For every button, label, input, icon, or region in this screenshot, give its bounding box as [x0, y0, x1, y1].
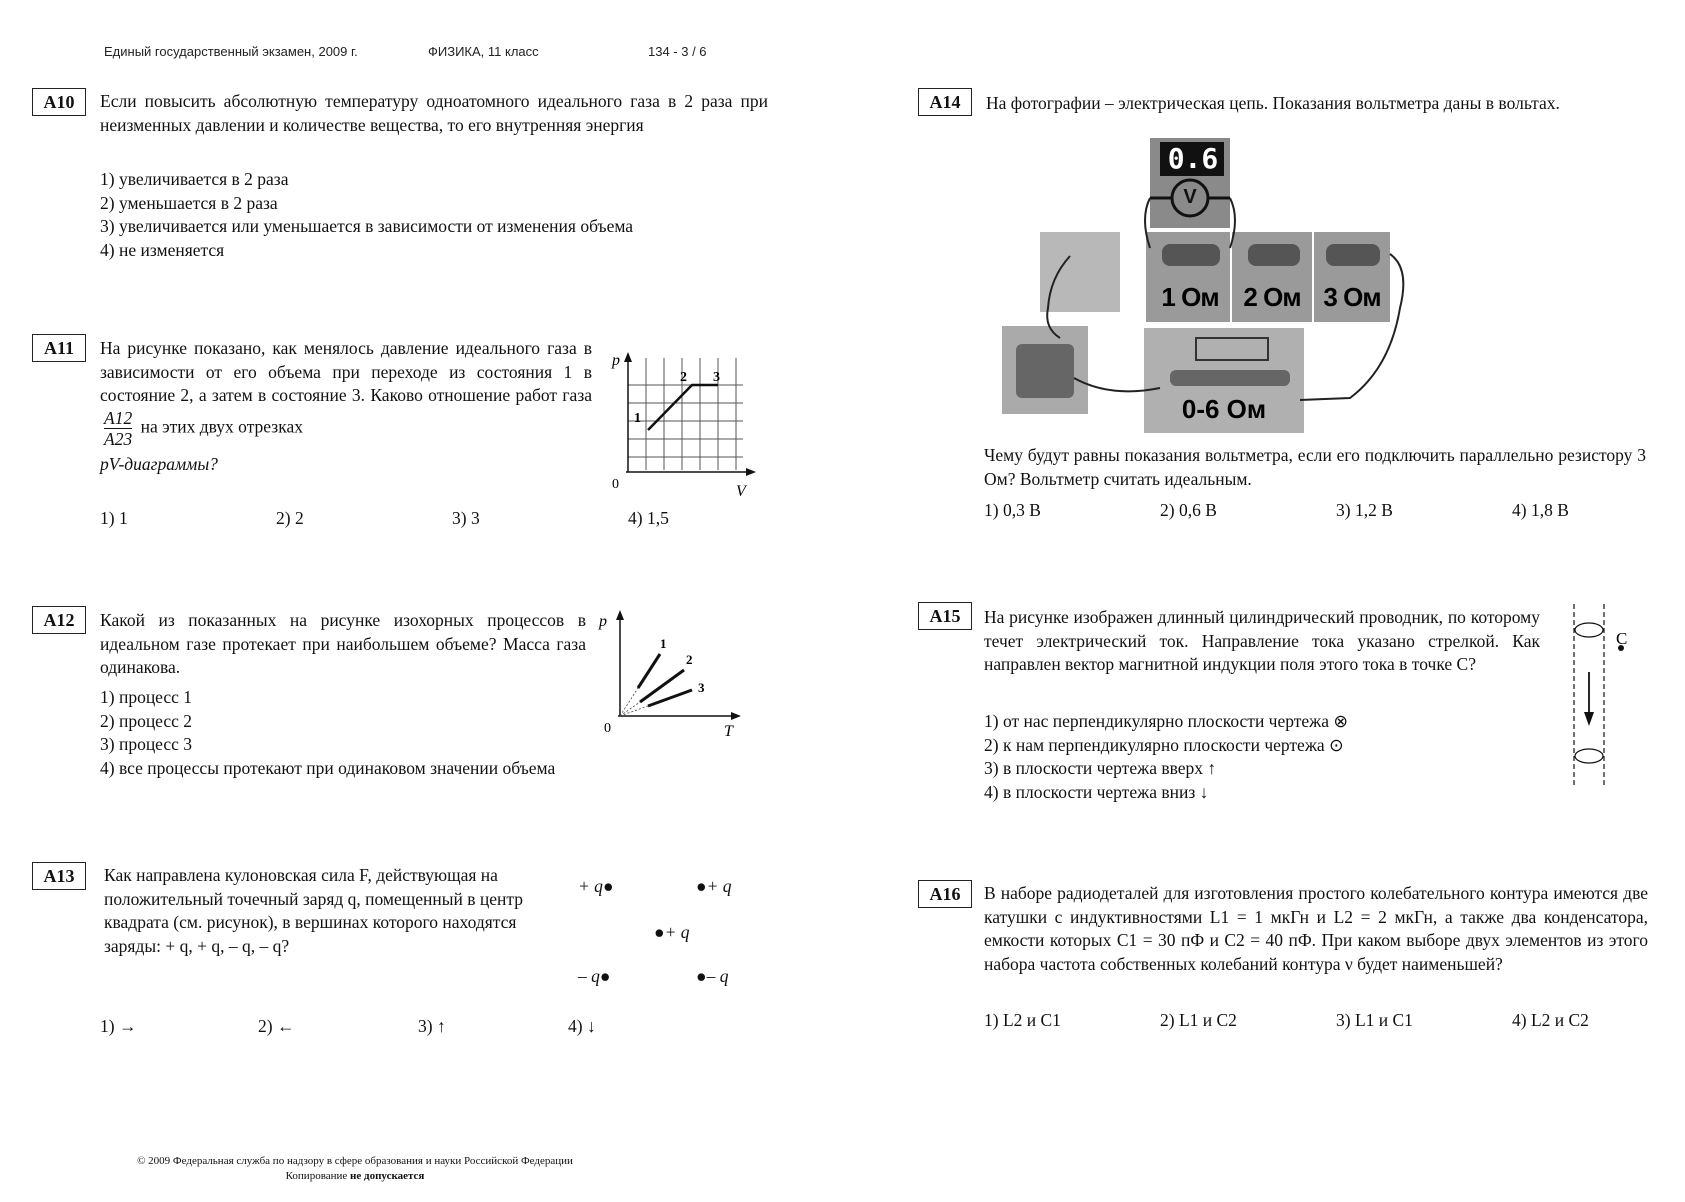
option[interactable]: 3) процесс 3: [100, 734, 193, 754]
options-a15: [984, 710, 1348, 804]
charge-bottom-left: – q●: [578, 966, 611, 986]
footer-copyright: © 2009 Федеральная служба по надзору в сфере образования и науки Российской Федерации: [137, 1155, 573, 1167]
option[interactable]: 4) L2 и C2: [1512, 1010, 1589, 1030]
pt-diagram: [598, 606, 748, 741]
options-a16: [984, 1010, 1589, 1031]
svg-text:T: T: [724, 723, 733, 740]
option[interactable]: 2) 2: [276, 508, 304, 528]
option[interactable]: 2) уменьшается в 2 раза: [100, 192, 278, 213]
voltmeter-symbol: V: [1183, 186, 1197, 208]
option[interactable]: 3) в плоскости чертежа вверх ↑: [984, 758, 1217, 778]
option[interactable]: 2) ←: [258, 1016, 295, 1036]
option[interactable]: 3) увеличивается или уменьшается в зависимости от изменения объема: [100, 216, 634, 236]
charge-bottom-right: ●– q: [696, 966, 729, 986]
option[interactable]: 4) в плоскости чертежа вниз ↓: [984, 781, 1209, 802]
svg-text:C: C: [1616, 629, 1628, 648]
option[interactable]: 3) 3: [452, 508, 480, 528]
option[interactable]: 1) увеличивается в 2 раза: [100, 169, 289, 189]
resistor-label-2: 2 Ом: [1243, 282, 1301, 312]
option[interactable]: 3) ↑: [418, 1016, 446, 1036]
options-a13: [100, 1016, 596, 1037]
option[interactable]: 1) L2 и C1: [984, 1010, 1061, 1030]
subject-title: ФИЗИКА, 11 класс: [428, 44, 539, 59]
svg-text:3: 3: [698, 680, 705, 695]
question-text-a10: Если повысить абсолютную температуру одноатомного идеального газа в 2 раза при неизменных давлении и количестве вещества, то его внутренняя энергия: [100, 91, 768, 135]
question-text-a16: В наборе радиодеталей для изготовления простого колебательного контура имеются две катушки с индуктивностями L1 = 1 мкГн и L2 = 2 мкГн, а также два конденсатора, емкости которых C1 = 30 пФ и C2 = 40 пФ. При каком выборе двух элементов из этого набора частота собственных колебаний контура ν будет наименьшей?: [984, 883, 1648, 974]
question-text-a14-2: Чему будут равны показания вольтметра, если его подключить параллельно резистору 3 Ом? Вольтметр считать идеальным.: [984, 445, 1646, 489]
option[interactable]: 4) ↓: [568, 1016, 596, 1036]
resistor-label-1: 1 Ом: [1161, 282, 1219, 312]
options-a12: [100, 686, 555, 780]
question-label-a12: A12: [32, 606, 86, 634]
svg-text:0: 0: [612, 477, 619, 492]
option[interactable]: 1) от нас перпендикулярно плоскости чертежа ⊗: [984, 711, 1349, 731]
rheostat-label: 0-6 Ом: [1181, 394, 1267, 424]
option[interactable]: 2) процесс 2: [100, 710, 193, 731]
svg-text:1: 1: [660, 636, 667, 651]
option[interactable]: 2) 0,6 В: [1160, 500, 1217, 520]
circuit-photo: [1000, 138, 1420, 433]
option[interactable]: 4) 1,5: [628, 508, 669, 528]
pv-diagram: [608, 350, 758, 500]
option[interactable]: 3) L1 и C1: [1336, 1010, 1413, 1030]
question-text-a11: На рисунке показано, как менялось давление идеального газа в зависимости от его объема при переходе из состояния 1 в состояние 2, а затем в состояние 3. Каково отношение работ газа $\frac{A12}{A23}$ на этих двух отрезках pV-диаграммы?: [100, 338, 592, 474]
work-ratio-fraction: $\frac{A12}{A23}$: [104, 407, 133, 449]
question-text-a13: Как направлена кулоновская сила F, действующая на положительный точечный заряд q, помещенный в центр квадрата (см. рисунок), в вершинах которого находятся заряды: + q, + q, – q, – q?: [104, 865, 523, 956]
option[interactable]: 2) L1 и C2: [1160, 1010, 1237, 1030]
option[interactable]: 4) все процессы протекают при одинаковом значении объема: [100, 757, 556, 778]
option[interactable]: 3) 1,2 В: [1336, 500, 1393, 520]
charge-top-left: + q●: [578, 876, 614, 896]
question-text-a14: На фотографии – электрическая цепь. Показания вольтметра даны в вольтах.: [986, 93, 1560, 113]
option[interactable]: 4) не изменяется: [100, 239, 225, 260]
question-label-a16: A16: [918, 880, 972, 908]
question-label-a13: A13: [32, 862, 86, 890]
question-label-a15: A15: [918, 602, 972, 630]
page-number: 134 - 3 / 6: [648, 44, 707, 59]
options-a14: [984, 500, 1569, 521]
options-a10: [100, 168, 633, 262]
question-label-a14: A14: [918, 88, 972, 116]
charge-top-right: ●+ q: [696, 876, 732, 896]
resistor-label-3: 3 Ом: [1323, 282, 1381, 312]
question-label-a11: A11: [32, 334, 86, 362]
option[interactable]: 1) →: [100, 1016, 137, 1036]
option[interactable]: 1) 0,3 В: [984, 500, 1041, 520]
option[interactable]: 4) 1,8 В: [1512, 500, 1569, 520]
svg-text:2: 2: [680, 370, 687, 385]
option[interactable]: 1) 1: [100, 508, 128, 528]
svg-text:3: 3: [713, 370, 720, 385]
voltmeter-display: 0.6: [1167, 142, 1219, 175]
exam-title: Единый государственный экзамен, 2009 г.: [104, 44, 358, 59]
svg-text:p: p: [599, 613, 607, 630]
svg-text:2: 2: [686, 652, 693, 667]
svg-text:V: V: [736, 483, 746, 500]
question-text-a15: На рисунке изображен длинный цилиндрический проводник, по которому течет электрический ток. Направление тока указано стрелкой. Как направлен вектор магнитной индукции поля этого тока в точке C?: [984, 607, 1540, 674]
conductor-diagram: [1560, 602, 1650, 788]
footer-copy-notice: Копирование не допускается: [285, 1170, 425, 1182]
question-label-a10: A10: [32, 88, 86, 116]
svg-text:0: 0: [604, 721, 611, 736]
svg-text:p: p: [612, 352, 620, 369]
svg-text:1: 1: [634, 411, 641, 426]
footer: [0, 1154, 710, 1184]
options-a11: [100, 508, 669, 529]
question-text-a12: Какой из показанных на рисунке изохорных процессов в идеальном газе протекает при наибольшем объеме? Масса газа одинакова.: [100, 610, 586, 677]
option[interactable]: 1) процесс 1: [100, 687, 193, 707]
charge-center: ●+ q: [654, 922, 690, 942]
option[interactable]: 2) к нам перпендикулярно плоскости чертежа ⊙: [984, 734, 1344, 755]
